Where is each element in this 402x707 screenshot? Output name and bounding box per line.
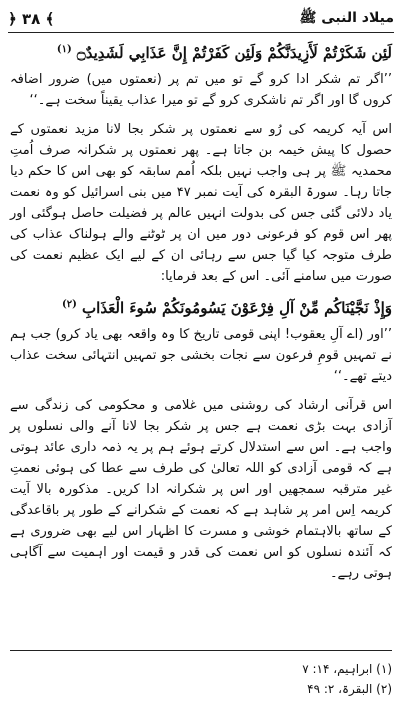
- quran-verse-1: [10, 38, 392, 65]
- quran-verse-1-text: لَئِن شَكَرْتُمْ لَأَزِيدَنَّكُمْ وَلَئِن كَفَرْتُمْ إِنَّ عَذَابِي لَشَدِيدٌ۝: [76, 44, 392, 62]
- footnote-2: (۲) البقرۃ، ۲: ۴۹: [307, 682, 392, 696]
- quran-verse-2-text: وَإِذْ نَجَّيْنَاكُم مِّنْ آلِ فِرْعَوْنَ يَسُومُونَكُمْ سُوءَ الْعَذَابِ: [82, 299, 392, 317]
- page-number: ﴿ ۳۸ ﴾: [8, 10, 55, 28]
- quran-verse-2: [10, 293, 392, 320]
- translation-1: ’’اگر تم شکر ادا کرو گے تو میں تم پر (نعمتوں میں) ضرور اضافہ کروں گا اور اگر تم ناشکری کرو گے تو میرا عذاب یقیناً سخت ہے۔‘‘: [10, 72, 392, 108]
- paragraph-2: اس قرآنی ارشاد کی روشنی میں غلامی و محکومی کی زندگی سے آزادی بہت بڑی نعمت ہے جس پر شکر بجا لانا آنے والی نسلوں پر واجب ہے۔ اس سے استدلال کرتے ہوئے ہم پر یہ ذمہ داری عائد ہوتی ہے کہ قومی آزادی کو اللہ تعالیٰ کی طرف سے عطا کی ہوئی نعمتِ غیر مترقبہ سمجھیں اور اس پر شکرانہ ادا کریں۔ مذکورہ بالا آیت کریمہ اِس امر پر شاہد ہے کہ نعمت کے شکرانے کے طور پر باقاعدگی کے ساتھ بالاہتمام خوشی و مسرت کا اظہار اس لیے بھی ضروری ہے کہ آئندہ نسلوں کو اس نعمت کی قدر و قیمت اور اہمیت سے آگاہی ہوتی رہے۔: [10, 398, 392, 581]
- footnote-1: (۱) ابراہیم، ۱۴: ۷: [302, 662, 392, 676]
- footnote-ref-2: (۲): [61, 299, 77, 310]
- footnotes: [10, 650, 392, 699]
- footnote-ref-1: (۱): [56, 44, 72, 55]
- paragraph-1: اس آیہ کریمہ کی رُو سے نعمتوں پر شکر بجا لانا مزید نعمتوں کے حصول کا پیش خیمہ بن جاتا ہے۔ پھر نعمتوں پر شکرانہ صرف اُمتِ محمدیہ ﷺ پر ہی واجب نہیں بلکہ اُمم سابقہ کو بھی اس کا حکم دیا جاتا رہا۔ سورۃ البقرہ کی آیت نمبر ۴۷ میں بنی اسرائیل کو وہ نعمت یاد دلائی گئی جس کی بدولت انہیں عالم پر فضیلت حاصل ہوگئی اور پھر اس قوم کو فرعونی دور میں ان پر ٹوٹنے والے ہولناک عذاب کی طرف متوجہ کیا گیا جس سے رہائی ان کے لیے ایک عظیم نعمت کی صورت میں سامنے آئی۔ اس کے بعد فرمایا:: [10, 122, 392, 284]
- page-body: [10, 38, 392, 590]
- translation-2: ’’اور (اے آلِ یعقوب! اپنی قومی تاریخ کا وہ واقعہ بھی یاد کرو) جب ہم نے تمہیں قومِ فرعون سے نجات بخشی جو تمہیں انتہائی سخت عذاب دیتے تھے۔‘‘: [10, 327, 392, 384]
- running-title: میلاد النبی ﷺ: [299, 10, 394, 26]
- page-header: [8, 6, 394, 33]
